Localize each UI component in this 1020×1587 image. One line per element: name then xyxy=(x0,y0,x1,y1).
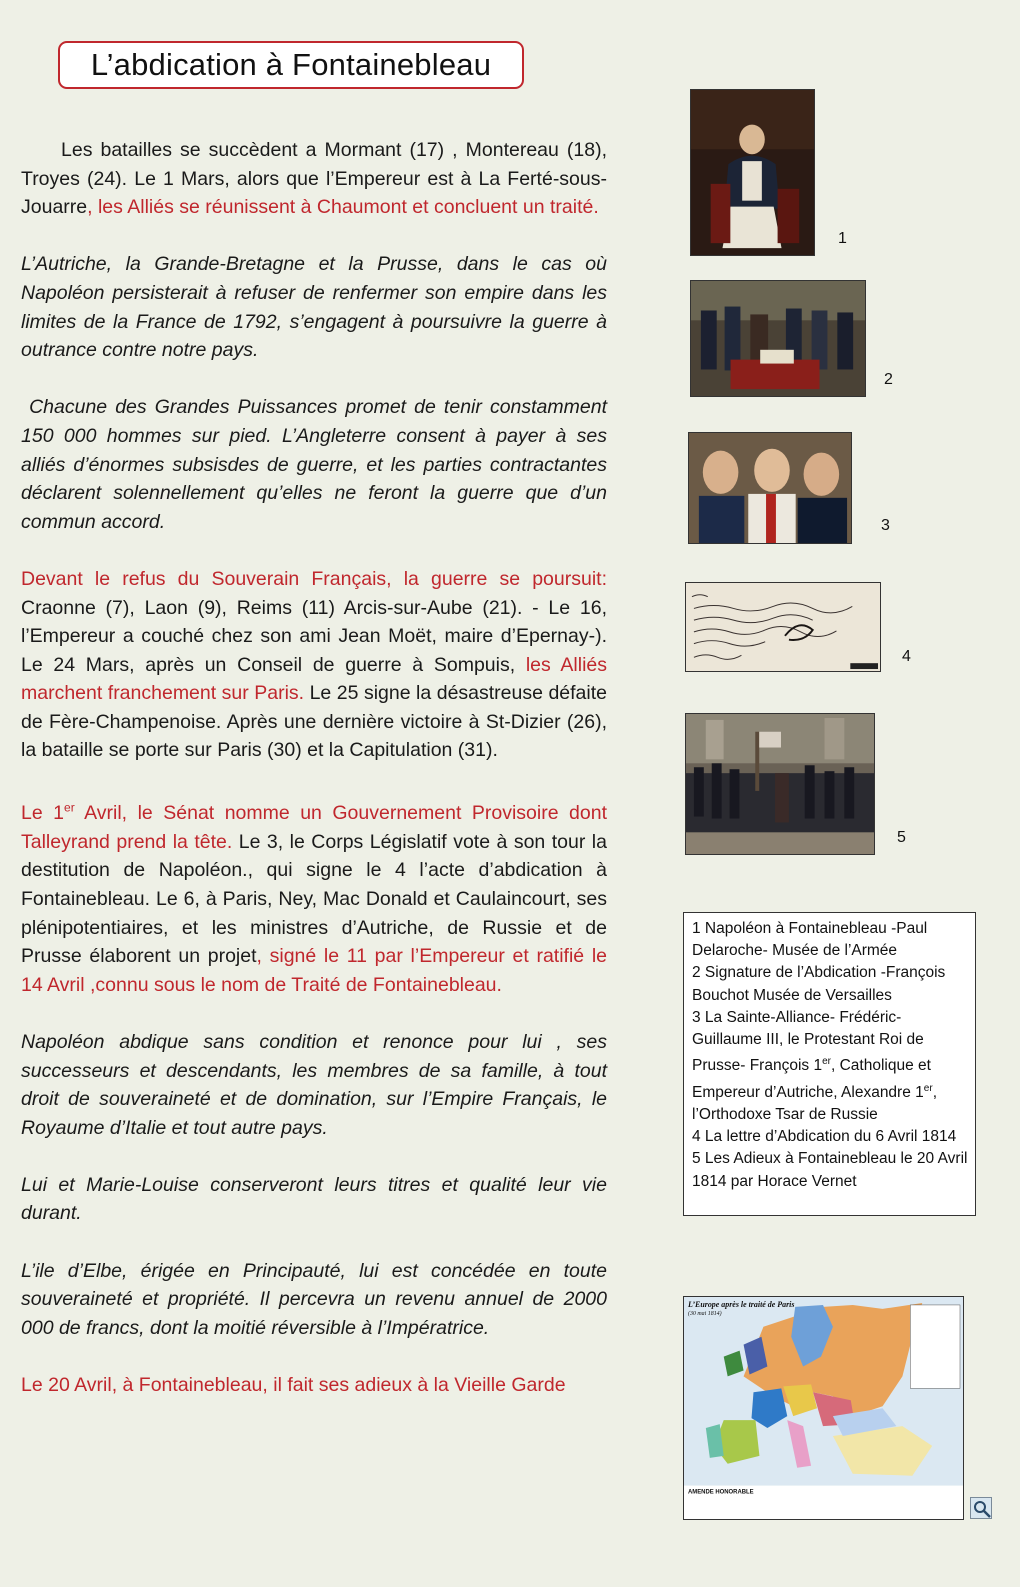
paragraph-5-highlight-2: , signé le 11 par l’Empereur et ratifié le 14 Avril ,connu sous le nom de Traité de Fontainebleau. xyxy=(21,945,607,996)
paragraph-1 xyxy=(21,136,607,222)
caption-3 xyxy=(692,1007,969,1126)
paragraph-5-lead: Le 1 xyxy=(21,802,65,825)
caption-2: 2 Signature de l’Abdication -François Bouchot Musée de Versailles xyxy=(692,964,946,1004)
paragraph-6: Napoléon abdique sans condition et renonce pour lui , ses successeurs et descendants, les membres de sa famille, à tout droit de souveraineté et de domination, sur l’Empire Français, le Royaume d’Italie et tout autre pays. xyxy=(21,1030,607,1139)
figure-number-4: 4 xyxy=(902,648,911,665)
paragraph-5 xyxy=(21,794,607,1000)
paragraph-4-highlight: Devant le refus du Souverain Français, la guerre se poursuit: xyxy=(21,567,607,590)
map-title: L’Europe après le traité de Paris xyxy=(687,1299,795,1309)
paragraph-3-text: Chacune des Grandes Puissances promet de tenir constamment 150 000 hommes sur pied. L’Angleterre consent à payer à ses alliés d’énormes subsisdes de guerre, et les parties contractantes déclarent solennellement qu’elles ne feront la guerre que d’un commun accord. xyxy=(21,396,607,533)
figure-number-1: 1 xyxy=(838,230,847,247)
paragraph-4-text-2: Le 25 signe la désastreuse défaite de Fère-Champenoise. Après une dernière victoire à St-Dizier (26), la bataille se porte sur Paris (30) et la Capitulation (31). xyxy=(21,682,607,762)
paragraph-3 xyxy=(21,393,607,536)
europe-map[interactable] xyxy=(683,1296,964,1520)
paragraph-5-sup: er xyxy=(64,800,75,815)
magnifier-icon[interactable] xyxy=(970,1497,992,1519)
paragraph-7: Lui et Marie-Louise conserveront leurs titres et qualité leur vie durant. xyxy=(21,1173,607,1225)
paragraph-1-text: Les batailles se succèdent a Mormant (17) , Montereau (18), Troyes (24). Le 1 Mars, alors que l’Empereur est à La Ferté-sous-Jouarre xyxy=(21,139,607,219)
figure-number-2: 2 xyxy=(884,371,893,388)
figure-number-5: 5 xyxy=(897,829,906,846)
page-title-box xyxy=(58,41,524,89)
paragraph-9: Le 20 Avril, à Fontainebleau, il fait ses adieux à la Vieille Garde xyxy=(21,1374,566,1397)
caption-box xyxy=(683,912,976,1216)
caption-3-part-1: 3 La Sainte-Alliance- Frédéric-Guillaume III, le Protestant Roi de Prusse- François 1 xyxy=(692,1008,924,1075)
caption-3-part-2: , Catholique et Empereur d’Autriche, Alexandre 1 xyxy=(692,1057,931,1101)
page-title: L’abdication à Fontainebleau xyxy=(90,47,492,82)
caption-3-part-3: , l’Orthodoxe Tsar de Russie xyxy=(692,1083,937,1123)
caption-5: 5 Les Adieux à Fontainebleau le 20 Avril 1814 par Horace Vernet xyxy=(692,1150,968,1190)
abdication-letter[interactable] xyxy=(685,582,881,672)
painting-napoleon-fontainebleau[interactable] xyxy=(690,89,815,256)
paragraph-4-text: Craonne (7), Laon (9), Reims (11) Arcis-sur-Aube (21). - Le 16, l’Empereur a couché chez son ami Jean Moët, maire d’Epernay-). Le 24 Mars, après un Conseil de guerre à Sompuis, xyxy=(21,596,607,676)
paragraph-4-highlight-2: les Alliés marchent franchement sur Paris. xyxy=(21,653,607,705)
caption-3-sup-2: er xyxy=(923,1082,933,1094)
paragraph-5-text: Le 3, le Corps Législatif vote à son tour la destitution de Napoléon., qui signe le 4 l’acte d’abdication à Fontainebleau. Le 6, à Paris, Ney, Mac Donald et Caulaincourt, ses plénipotentiaires, et les ministres d’Autriche, de Russie et de Prusse élaborent un projet xyxy=(21,830,607,968)
paragraph-8: L’ile d’Elbe, érigée en Principauté, lui est concédée en toute souveraineté et propriété. Il percevra un revenu annuel de 2000 000 de francs, dont la moitié réversible à l’Impératrice. xyxy=(21,1259,607,1339)
caption-4: 4 La lettre d’Abdication du 6 Avril 1814 xyxy=(692,1128,957,1146)
figure-number-3: 3 xyxy=(881,517,890,534)
map-subtitle: (30 mai 1814) xyxy=(687,1310,722,1317)
paragraph-1-highlight: , les Alliés se réunissent à Chaumont et concluent un traité. xyxy=(87,196,599,219)
caption-3-sup-1: er xyxy=(822,1056,831,1068)
paragraph-2: L’Autriche, la Grande-Bretagne et la Prusse, dans le cas où Napoléon persisterait à refuser de renfermer son empire dans les limites de la France de 1792, s’engagent à poursuivre la guerre à outrance contre notre pays. xyxy=(21,253,607,362)
painting-signature-abdication[interactable] xyxy=(690,280,866,397)
painting-adieux-fontainebleau[interactable] xyxy=(685,713,875,855)
article-body xyxy=(21,136,607,1428)
map-footer-label: AMENDE HONORABLE xyxy=(687,1489,754,1496)
paragraph-4 xyxy=(21,565,607,765)
painting-sainte-alliance[interactable] xyxy=(688,432,852,544)
paragraph-5-lead-2: Avril, le Sénat nomme un Gouvernement Provisoire dont Talleyrand prend la tête. xyxy=(21,802,608,853)
caption-1: 1 Napoléon à Fontainebleau -Paul Delaroche- Musée de l’Armée xyxy=(692,920,928,960)
